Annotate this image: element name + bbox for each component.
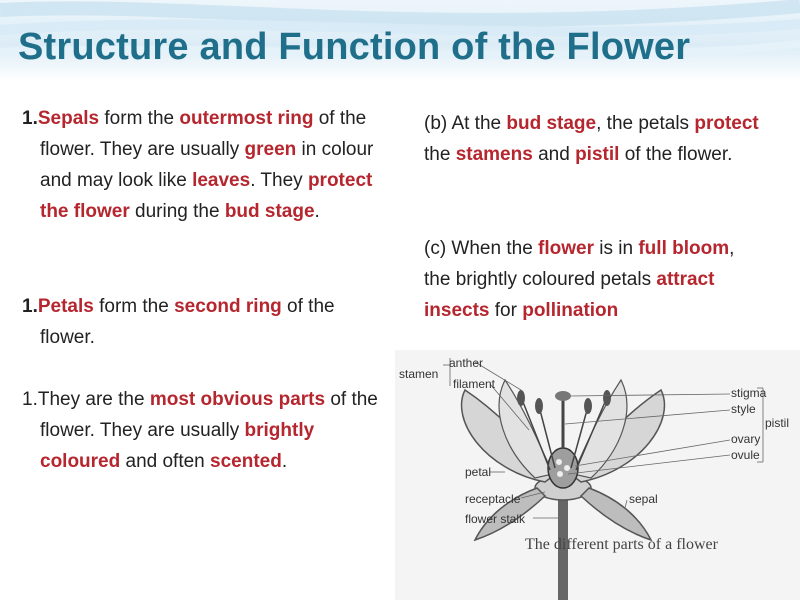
stigma-shape bbox=[555, 391, 571, 401]
term-second-ring: second ring bbox=[174, 296, 282, 317]
text-fragment: . bbox=[281, 451, 288, 472]
term-most-obvious-parts: most obvious parts bbox=[149, 389, 326, 410]
text-fragment: for bbox=[489, 300, 523, 321]
label-pistil: pistil bbox=[765, 416, 790, 430]
text-fragment: and bbox=[532, 144, 576, 165]
sepals-paragraph bbox=[22, 103, 392, 227]
label-ovule: ovule bbox=[731, 448, 760, 462]
list-number: 1. bbox=[22, 296, 38, 317]
term-protect: protect bbox=[694, 113, 759, 134]
term-stamens: stamens bbox=[455, 144, 533, 165]
term-full-bloom: full bloom bbox=[638, 238, 730, 259]
term-leaves: leaves bbox=[192, 170, 251, 191]
text-fragment: the bbox=[424, 144, 456, 165]
anther-shape bbox=[535, 398, 543, 414]
label-receptacle: receptacle bbox=[465, 492, 521, 506]
bud-stage-paragraph bbox=[424, 108, 774, 170]
ovule-shape bbox=[557, 471, 563, 477]
term-pistil: pistil bbox=[575, 144, 620, 165]
text-fragment: , the brightly coloured petals bbox=[424, 238, 735, 290]
label-sepal: sepal bbox=[629, 492, 658, 506]
term-petals: Petals bbox=[37, 296, 94, 317]
flower-diagram bbox=[395, 350, 800, 600]
anther-shape bbox=[603, 390, 611, 406]
obvious-parts-paragraph bbox=[22, 384, 392, 477]
anther-shape bbox=[517, 390, 525, 406]
text-fragment: They are the bbox=[37, 389, 150, 410]
diagram-caption: The different parts of a flower bbox=[525, 536, 718, 553]
term-protect-the-flower: protect the flower bbox=[40, 170, 373, 222]
ovule-shape bbox=[556, 459, 562, 465]
label-petal: petal bbox=[465, 465, 492, 479]
text-fragment: is in bbox=[594, 238, 639, 259]
anther-shape bbox=[584, 398, 592, 414]
label-style: style bbox=[731, 402, 756, 416]
term-pollination: pollination bbox=[522, 300, 619, 321]
text-fragment: (c) When the bbox=[424, 238, 539, 259]
label-flower-stalk: flower stalk bbox=[465, 512, 526, 526]
label-filament: filament bbox=[453, 377, 496, 391]
term-attract-insects: attract insects bbox=[424, 269, 715, 321]
text-fragment: of the flower. bbox=[40, 296, 335, 348]
text-fragment: of the flower. They are usually bbox=[40, 108, 367, 160]
list-number: 1. bbox=[22, 108, 38, 129]
text-fragment: of the flower. bbox=[619, 144, 733, 165]
text-fragment: . They bbox=[250, 170, 308, 191]
term-outermost-ring: outermost ring bbox=[179, 108, 314, 129]
ovule-shape bbox=[564, 465, 570, 471]
term-flower: flower bbox=[538, 238, 594, 259]
term-bud-stage: bud stage bbox=[224, 201, 315, 222]
text-fragment: (b) At the bbox=[424, 113, 507, 134]
text-fragment: during the bbox=[129, 201, 225, 222]
text-fragment: , the petals bbox=[596, 113, 695, 134]
term-green: green bbox=[244, 139, 297, 160]
text-fragment: of the flower. They are usually bbox=[40, 389, 378, 441]
term-scented: scented bbox=[210, 451, 282, 472]
ovary-shape bbox=[548, 448, 578, 488]
label-ovary: ovary bbox=[731, 432, 761, 446]
full-bloom-paragraph bbox=[424, 233, 744, 353]
term-sepals: Sepals bbox=[37, 108, 100, 129]
label-stamen: stamen bbox=[399, 367, 439, 381]
label-anther: anther bbox=[449, 356, 484, 370]
label-stigma: stigma bbox=[731, 386, 767, 400]
term-bud-stage: bud stage bbox=[506, 113, 597, 134]
petals-paragraph bbox=[22, 291, 392, 353]
text-fragment: in colour and may look like bbox=[40, 139, 374, 191]
slide-title: Structure and Function of the Flower bbox=[18, 26, 691, 68]
text-fragment: and often bbox=[120, 451, 211, 472]
term-brightly-coloured: brightly coloured bbox=[40, 420, 315, 472]
list-number: 1. bbox=[22, 389, 38, 410]
text-fragment: . bbox=[314, 201, 320, 222]
text-fragment: form the bbox=[99, 108, 180, 129]
text-fragment: form the bbox=[93, 296, 175, 317]
